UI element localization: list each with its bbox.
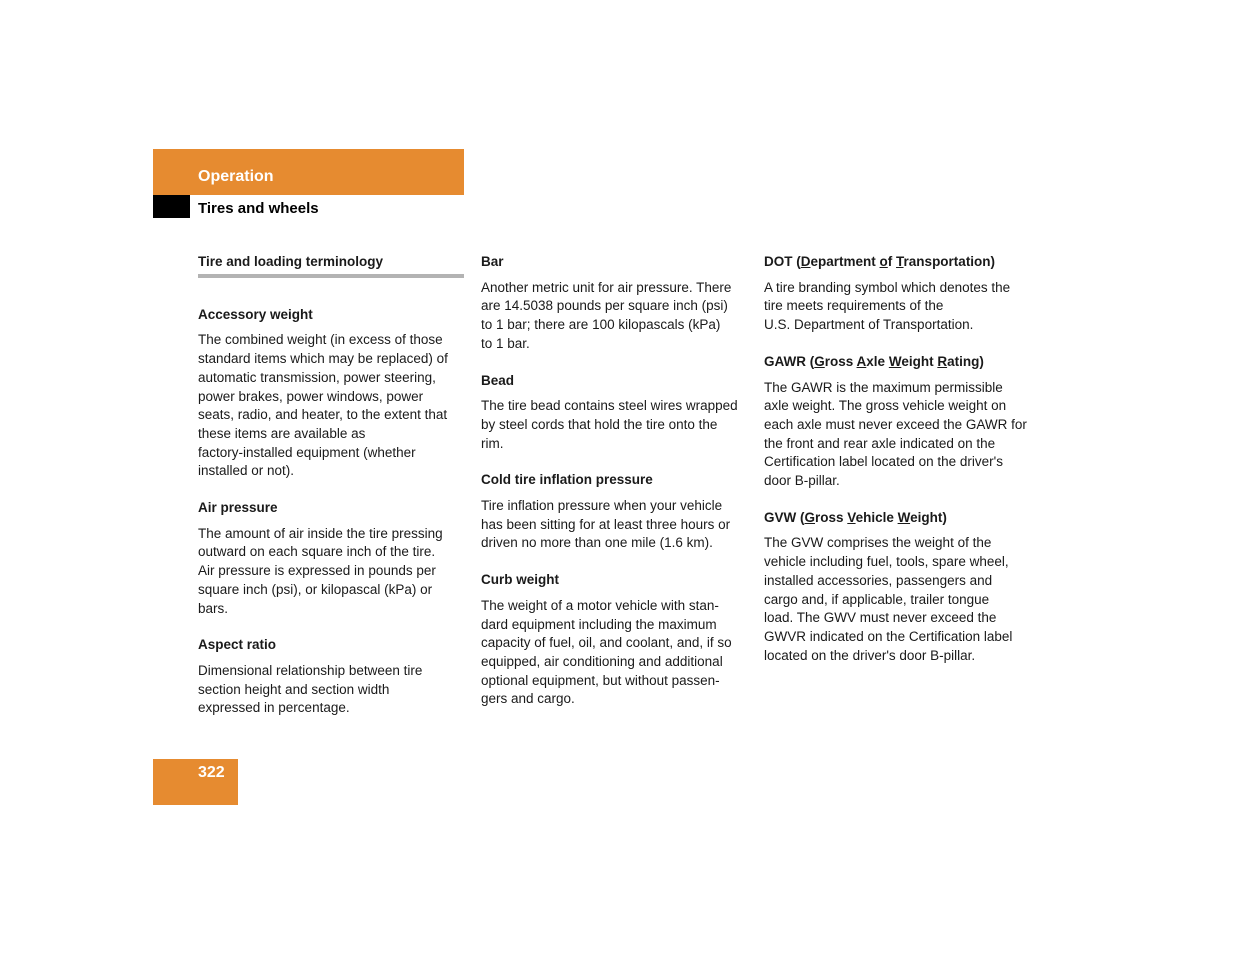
topic-heading: Tire and loading terminology	[198, 253, 464, 278]
term-aspect-ratio: Aspect ratio	[198, 637, 277, 653]
definition-accessory-weight: The combined weight (in excess of those standard items which may be replaced) of automatic transmission, power steering, power brakes, power windows, power seats, radio, and heater, to the extent that these items are available as factory-installed equipment (whether installed or not).	[198, 332, 448, 479]
definition-bead: The tire bead contains steel wires wrapped by steel cords that hold the tire onto the rim.	[481, 398, 738, 451]
definition-gvw: The GVW comprises the weight of the vehicle including fuel, tools, spare wheel, installed accessories, passengers and cargo and, if applicable, trailer tongue load. The GWV must never exceed the GWVR indicated on the Certification label located on the driver's door B-pillar.	[764, 535, 1013, 663]
term-bar: Bar	[481, 254, 504, 269]
page-number-box	[153, 759, 238, 805]
term-dot: DOT (Department of Transportation)	[764, 254, 996, 269]
definition-dot: A tire branding symbol which denotes the tire meets requirements of the U.S. Department of Transportation.	[764, 279, 1011, 333]
definition-cold-tire-inflation-pressure: Tire inflation pressure when your vehicle has been sitting for at least three hours or driven no more than one mile (1.6 km).	[481, 498, 731, 551]
term-gvw: GVW (Gross Vehicle Weight)	[764, 509, 947, 525]
page-number: 322	[198, 764, 225, 781]
column-1	[198, 253, 464, 736]
term-gawr: GAWR (Gross Axle Weight Rating)	[764, 353, 984, 369]
subsection-marker	[153, 195, 190, 218]
definition-aspect-ratio: Dimensional relationship between tire section height and section width expressed in percentage.	[198, 662, 423, 716]
definition-gawr: The GAWR is the maximum permissible axle weight. The gross vehicle weight on each axle must never exceed the GAWR for the front and rear axle indicated on the Certification label located on the driver's door B-pillar.	[764, 379, 1027, 489]
term-bead: Bead	[481, 372, 515, 388]
definition-bar: Another metric unit for air pressure. There are 14.5038 pounds per square inch (psi) to 1 bar; there are 100 kilopascals (kPa) to 1 bar.	[481, 279, 732, 351]
section-title: Operation	[198, 168, 274, 185]
term-air-pressure: Air pressure	[198, 500, 278, 516]
definition-curb-weight: The weight of a motor vehicle with stan- dard equipment including the maximum capacity of fuel, oil, and coolant, and, if so equipped, air conditioning and additional optional equipment, but without passen- gers and cargo.	[481, 597, 732, 707]
term-accessory-weight: Accessory weight	[198, 306, 313, 322]
definition-air-pressure: The amount of air inside the tire pressing outward on each square inch of the tire. Air pressure is expressed in pounds per square inch (psi), or kilopascal (kPa) or bars.	[198, 525, 443, 616]
column-3	[764, 253, 1032, 683]
subsection-title: Tires and wheels	[198, 200, 319, 217]
term-curb-weight: Curb weight	[481, 572, 559, 588]
term-cold-tire-inflation-pressure: Cold tire inflation pressure	[481, 472, 653, 488]
column-2	[481, 253, 747, 727]
